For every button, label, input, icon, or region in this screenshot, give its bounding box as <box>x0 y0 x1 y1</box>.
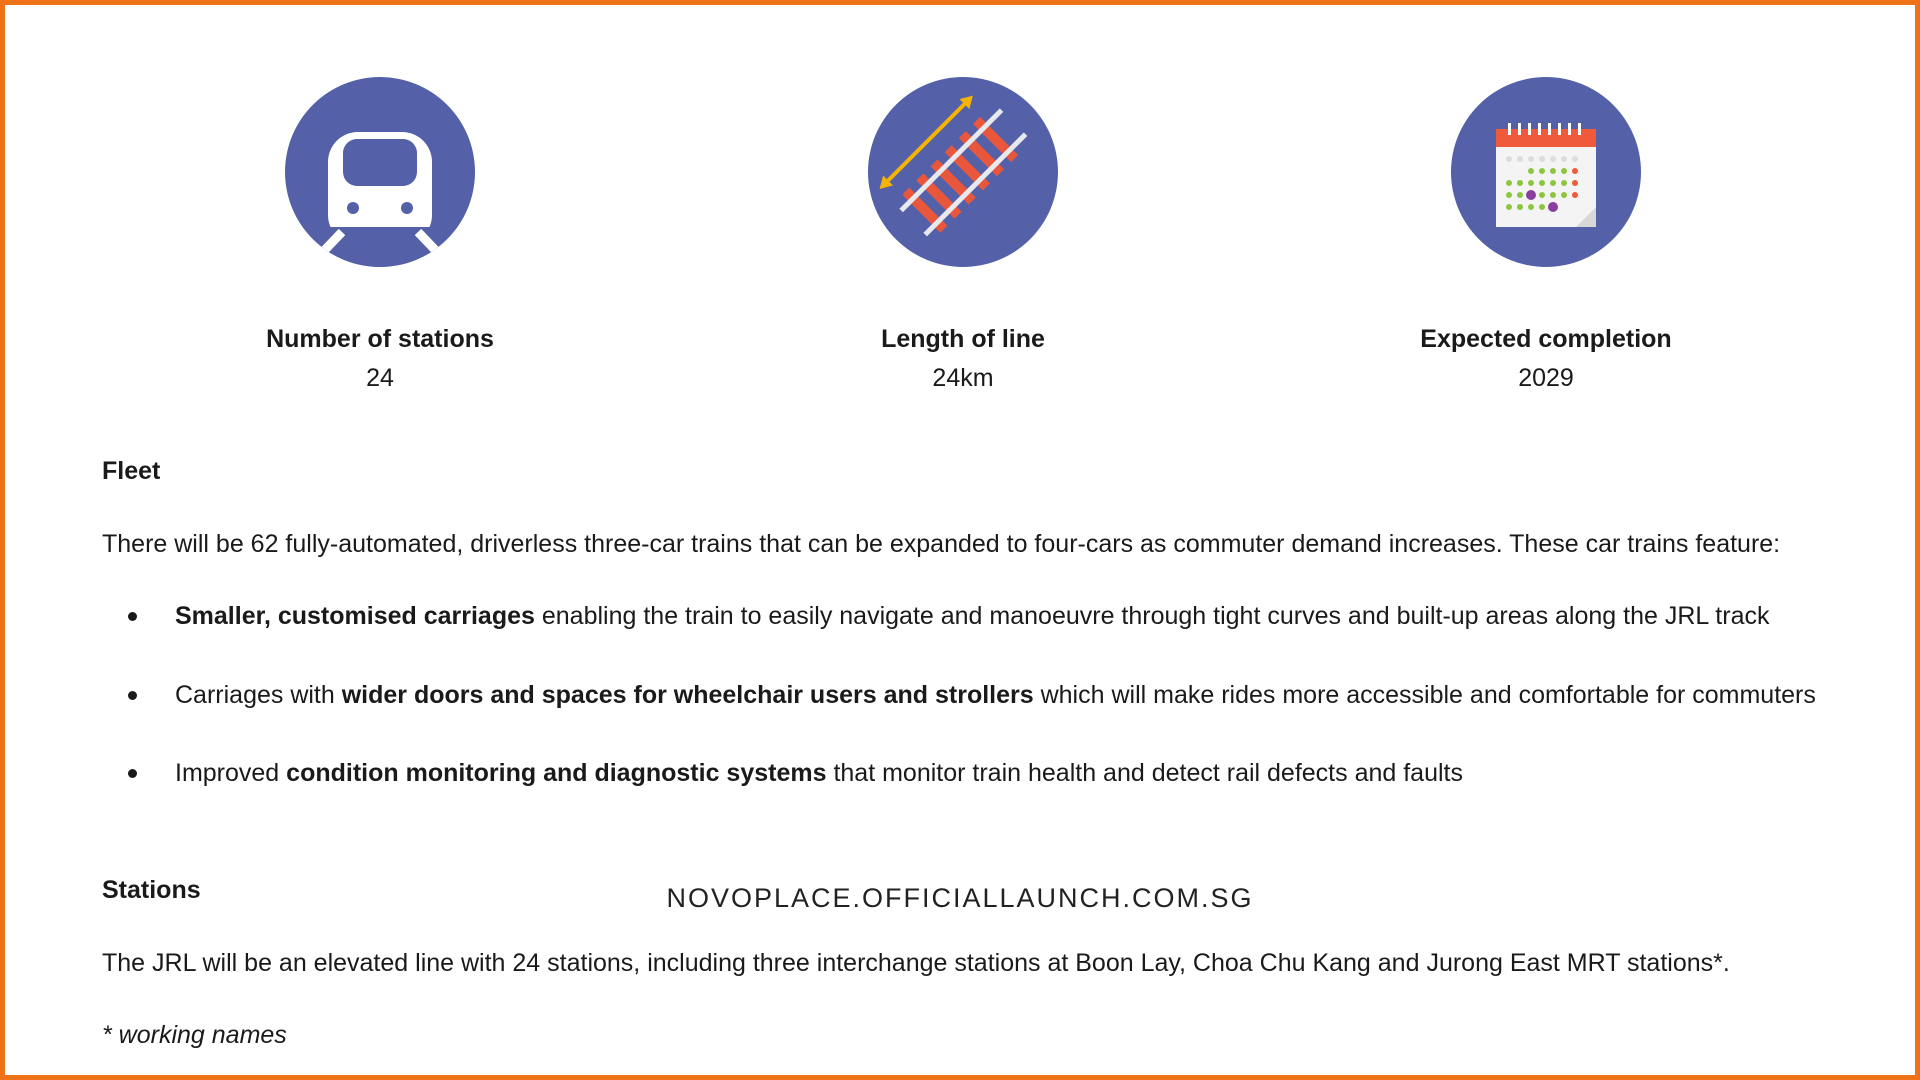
stat-number-of-stations <box>150 77 610 395</box>
page-frame: Number of stations 24 Length of line 24km Expected completion 2029 Fleet There will be 62 fully-automated, driverless three-car trains that can be expanded to four-cars as commuter demand increases. These car trains feature: Smaller, customised carriages enabling the train to easily navigate and manoeuvre through tight curves and built-up areas along the JRL track Carriages with wider doors and spaces for wheelchair users and strollers which will make rides more accessible and comfortable for commuters Improved condition monitoring and diagnostic systems that monitor train health and detect rail defects and faults Stations The JRL will be an elevated line with 24 stations, including three interchange stations at Boon Lay, Choa Chu Kang and Jurong East MRT stations*. * working names NOVOPLACE.OFFICIALLAUNCH.COM.SG <box>0 0 1920 1080</box>
calendar-icon <box>1451 77 1641 267</box>
bullet-dot <box>128 769 137 778</box>
bullet-dot <box>128 612 137 621</box>
stat-label: Expected completion <box>1420 325 1672 353</box>
train-front-icon <box>285 77 475 267</box>
stat-value: 24km <box>932 364 994 392</box>
stat-length-of-line <box>733 77 1193 395</box>
watermark: NOVOPLACE.OFFICIALLAUNCH.COM.SG <box>666 883 1254 913</box>
stat-value: 2029 <box>1518 364 1574 392</box>
stat-label: Length of line <box>881 325 1045 353</box>
fleet-heading: Fleet <box>102 457 161 485</box>
footnote: * working names <box>102 1021 287 1049</box>
bold-text: Smaller, customised carriages <box>175 602 535 630</box>
stat-expected-completion <box>1316 77 1776 395</box>
bold-text: condition monitoring and diagnostic systems <box>286 759 827 787</box>
stat-label: Number of stations <box>266 325 494 353</box>
stat-value: 24 <box>366 364 394 392</box>
bold-text: wider doors and spaces for wheelchair users and strollers <box>341 681 1034 709</box>
stations-heading: Stations <box>102 876 201 904</box>
fleet-intro: There will be 62 fully-automated, driverless three-car trains that can be expanded to four-cars as commuter demand increases. These car trains feature: <box>102 530 1781 558</box>
bullet-dot <box>128 691 137 700</box>
stations-text: The JRL will be an elevated line with 24 stations, including three interchange stations at Boon Lay, Choa Chu Kang and Jurong East MRT stations*. <box>102 949 1730 977</box>
railway-track-icon <box>868 77 1058 267</box>
stats-row <box>5 5 1915 405</box>
